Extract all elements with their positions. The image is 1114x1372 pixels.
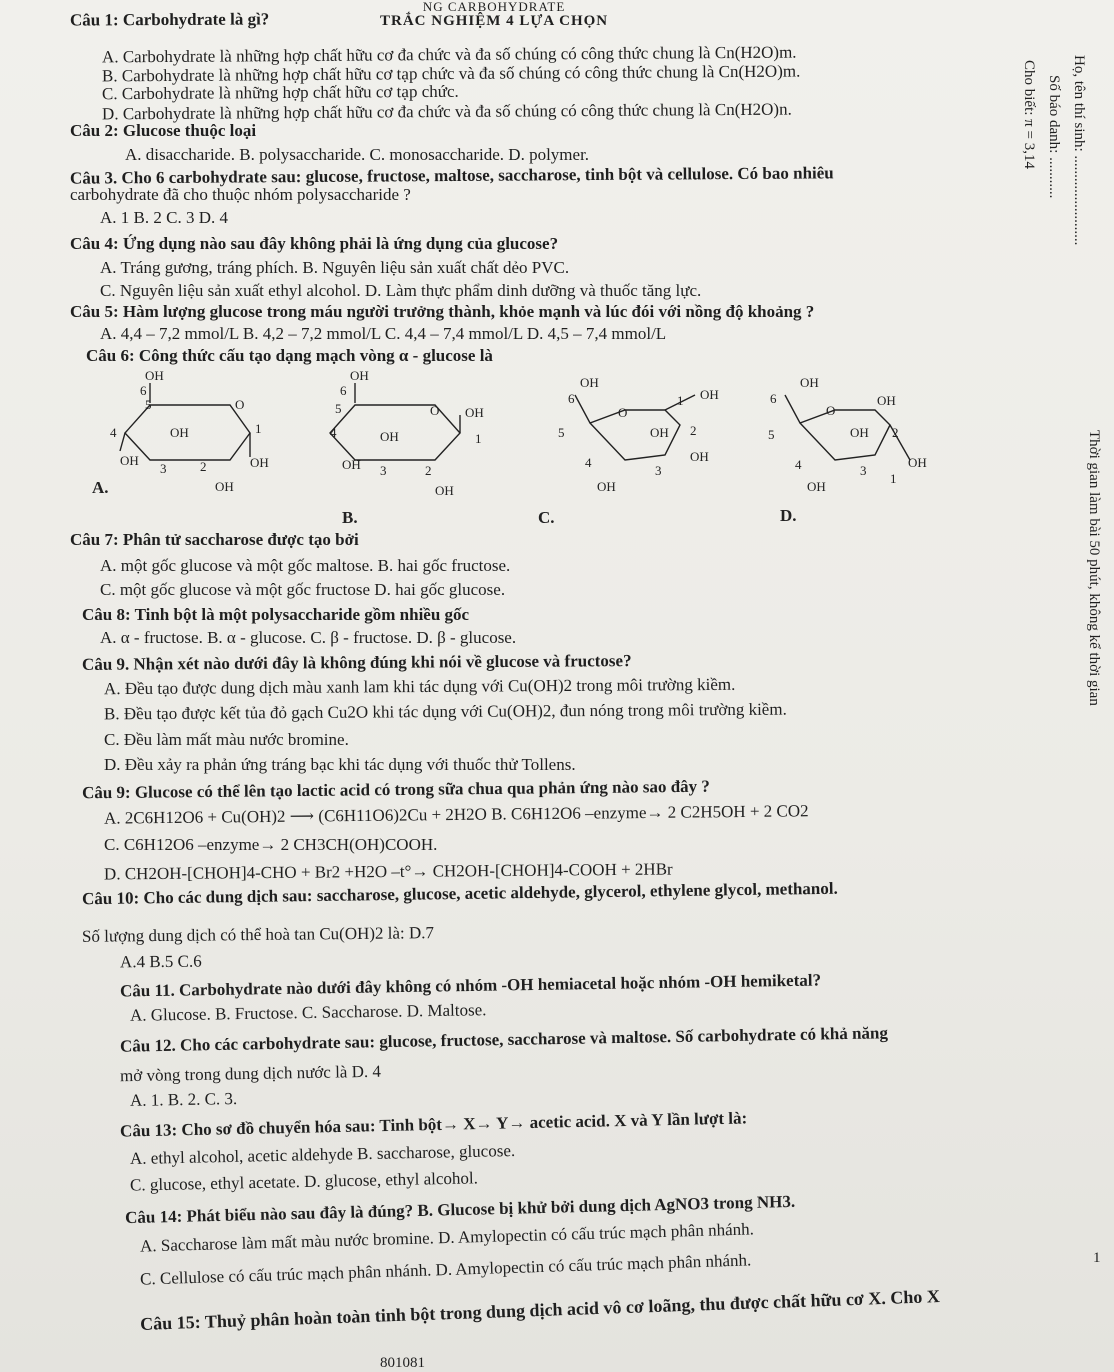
option-line: A. 2C6H12O6 + Cu(OH)2 ⟶ (C6H11O6)2Cu + 2H2O B. C6H12O6 –enzyme→ 2 C2H5OH + 2 CO2 xyxy=(103,801,809,828)
svg-text:3: 3 xyxy=(380,463,387,478)
option-line: C. Cellulose có cấu trúc mạch phân nhánh. D. Amylopectin có cấu trúc mạch phân nhánh. xyxy=(139,1250,752,1289)
svg-text:OH: OH xyxy=(580,375,599,390)
svg-text:2: 2 xyxy=(690,423,697,438)
exam-code: 801081 xyxy=(380,1355,425,1371)
svg-text:6: 6 xyxy=(340,383,347,398)
option-line: A. Đều tạo được dung dịch màu xanh lam khi tác dụng với Cu(OH)2 trong môi trường kiềm. xyxy=(103,674,736,699)
svg-text:2: 2 xyxy=(892,425,899,440)
glucose-structures xyxy=(80,365,980,530)
svg-text:OH: OH xyxy=(380,429,399,444)
given-constants-label: Cho biết: π = 3,14 xyxy=(1021,60,1037,169)
option-line: A. một gốc glucose và một gốc maltose. B. hai gốc fructose. xyxy=(100,556,511,575)
svg-text:4: 4 xyxy=(330,425,337,440)
option-line: C. Nguyên liệu sản xuất ethyl alcohol. D. Làm thực phẩm dinh dưỡng và thuốc tăng lực. xyxy=(100,281,702,300)
svg-text:OH: OH xyxy=(650,425,669,440)
option-line: A. 1. B. 2. C. 3. xyxy=(129,1089,238,1110)
option-line: A. Tráng gương, tráng phích. B. Nguyên liệu sản xuất chất dẻo PVC. xyxy=(100,258,570,277)
svg-text:O: O xyxy=(430,403,440,418)
svg-text:4: 4 xyxy=(795,457,802,472)
svg-text:1: 1 xyxy=(475,431,482,446)
svg-text:O: O xyxy=(826,403,836,418)
option-line: A. α - fructose. B. α - glucose. C. β - fructose. D. β - glucose. xyxy=(100,628,517,647)
svg-text:5: 5 xyxy=(558,425,565,440)
question-7: Câu 7: Phân tử saccharose được tạo bởi xyxy=(70,530,359,549)
option-line: C. Đều làm mất màu nước bromine. xyxy=(104,730,349,749)
svg-text:O: O xyxy=(618,405,628,420)
question-15: Câu 15: Thuỷ phân hoàn toàn tinh bột trong dung dịch acid vô cơ loãng, thu được chất hữu cơ X. Cho X xyxy=(139,1286,941,1334)
question-12-cont: mở vòng trong dung dịch nước là D. 4 xyxy=(119,1061,382,1086)
svg-text:3: 3 xyxy=(160,461,167,476)
student-id-label: Số báo danh: ........... xyxy=(1046,75,1062,199)
question-14: Câu 14: Phát biểu nào sau đây là đúng? B. Glucose bị khử bởi dung dịch AgNO3 trong NH3. xyxy=(124,1191,796,1228)
question-3-cont: carbohydrate đã cho thuộc nhóm polysaccharide ? xyxy=(70,185,411,204)
svg-text:5: 5 xyxy=(768,427,775,442)
svg-text:6: 6 xyxy=(568,391,575,406)
option-line: D. Đều xảy ra phản ứng tráng bạc khi tác dụng với thuốc thử Tollens. xyxy=(104,755,576,774)
question-10: Câu 10: Cho các dung dịch sau: saccharose, glucose, acetic aldehyde, glycerol, ethylene glycol, methanol. xyxy=(81,878,838,909)
question-9: Câu 9. Nhận xét nào dưới đây là không đúng khi nói về glucose và fructose? xyxy=(81,651,632,674)
exam-time-label: Thời gian làm bài 50 phút, không kể thời gian xyxy=(1086,430,1102,706)
svg-text:2: 2 xyxy=(200,459,207,474)
svg-text:OH: OH xyxy=(342,457,361,472)
svg-text:OH: OH xyxy=(597,479,616,494)
svg-text:1: 1 xyxy=(255,421,262,436)
svg-text:OH: OH xyxy=(807,479,826,494)
svg-text:OH: OH xyxy=(350,368,369,383)
option-line: A. Glucose. B. Fructose. C. Saccharose. D. Maltose. xyxy=(129,1000,487,1025)
option-line: B. Đều tạo được kết tủa đỏ gạch Cu2O khi tác dụng với Cu(OH)2, đun nóng trong môi trường kiềm. xyxy=(103,699,787,724)
option-line: A. ethyl alcohol, acetic aldehyde B. saccharose, glucose. xyxy=(129,1140,516,1169)
exam-header xyxy=(380,0,608,28)
svg-text:5: 5 xyxy=(335,401,342,416)
option-line: C. một gốc glucose và một gốc fructose D. hai gốc glucose. xyxy=(100,580,506,599)
question-2: Câu 2: Glucose thuộc loại xyxy=(70,121,257,140)
option-line: C. C6H12O6 –enzyme→ 2 CH3CH(OH)COOH. xyxy=(104,835,438,854)
option-line: A. 4,4 – 7,2 mmol/L B. 4,2 – 7,2 mmol/L C. 4,4 – 7,4 mmol/L D. 4,5 – 7,4 mmol/L xyxy=(100,324,667,343)
svg-text:OH: OH xyxy=(690,449,709,464)
option-line: A. Saccharose làm mất màu nước bromine. D. Amylopectin có cấu trúc mạch phân nhánh. xyxy=(139,1219,755,1256)
svg-text:OH: OH xyxy=(465,405,484,420)
question-5: Câu 5: Hàm lượng glucose trong máu người trưởng thành, khỏe mạnh và lúc đói với nồng độ khoảng ? xyxy=(70,302,815,321)
option-line: B. Carbohydrate là những hợp chất hữu cơ tạp chức và đa số chúng có công thức chung là Cn(H2O)m. xyxy=(101,61,801,86)
header-line-1: NG CARBOHYDRATE xyxy=(422,0,566,14)
svg-text:2: 2 xyxy=(425,463,432,478)
option-line: A. disaccharide. B. polysaccharide. C. monosaccharide. D. polymer. xyxy=(125,145,590,164)
svg-text:O: O xyxy=(235,397,245,412)
svg-text:OH: OH xyxy=(908,455,927,470)
page-number: 1 xyxy=(1093,1250,1101,1266)
svg-text:5: 5 xyxy=(145,397,152,412)
option-line: C. Carbohydrate là những hợp chất hữu cơ tạp chức. xyxy=(101,81,459,104)
question-1: Câu 1: Carbohydrate là gì? xyxy=(69,9,270,30)
option-line: C. glucose, ethyl acetate. D. glucose, ethyl alcohol. xyxy=(129,1168,479,1195)
svg-text:OH: OH xyxy=(145,368,164,383)
option-line: A. 1 B. 2 C. 3 D. 4 xyxy=(100,208,228,227)
question-11: Câu 11. Carbohydrate nào dưới đây không có nhóm -OH hemiacetal hoặc nhóm -OH hemiketal? xyxy=(119,970,822,1001)
svg-text:OH: OH xyxy=(215,479,234,494)
question-3: Câu 3. Cho 6 carbohydrate sau: glucose, fructose, maltose, saccharose, tinh bột và cellulose. Có bao nhiêu xyxy=(69,163,834,188)
svg-text:OH: OH xyxy=(700,387,719,402)
option-line: A. Carbohydrate là những hợp chất hữu cơ đa chức và đa số chúng có công thức chung là Cn(H2O)m. xyxy=(101,42,797,67)
structure-b xyxy=(330,383,460,460)
svg-text:3: 3 xyxy=(655,463,662,478)
question-12: Câu 12. Cho các carbohydrate sau: glucose, fructose, saccharose và maltose. Số carbohydrate có khả năng xyxy=(119,1023,889,1056)
structure-c-label: C. xyxy=(538,508,555,527)
svg-text:OH: OH xyxy=(800,375,819,390)
svg-text:3: 3 xyxy=(860,463,867,478)
question-9b: Câu 9: Glucose có thể lên tạo lactic acid có trong sữa chua qua phản ứng nào sao đây ? xyxy=(81,776,710,803)
structure-d-label: D. xyxy=(780,506,797,525)
question-8: Câu 8: Tinh bột là một polysaccharide gồm nhiều gốc xyxy=(82,605,470,624)
option-line: D. Carbohydrate là những hợp chất hữu cơ đa chức và đa số chúng có công thức chung là Cn(H2O)n. xyxy=(101,99,792,124)
question-6: Câu 6: Công thức cấu tạo dạng mạch vòng α - glucose là xyxy=(86,346,493,365)
svg-text:OH: OH xyxy=(250,455,269,470)
structure-a-label: A. xyxy=(92,478,109,497)
question-4: Câu 4: Ứng dụng nào sau đây không phải là ứng dụng của glucose? xyxy=(70,234,559,253)
svg-text:OH: OH xyxy=(435,483,454,498)
option-line: D. CH2OH-[CHOH]4-CHO + Br2 +H2O –t°→ CH2OH-[CHOH]4-COOH + 2HBr xyxy=(103,859,673,884)
svg-text:OH: OH xyxy=(170,425,189,440)
svg-text:1: 1 xyxy=(890,471,897,486)
structure-b-label: B. xyxy=(342,508,358,527)
svg-text:4: 4 xyxy=(585,455,592,470)
option-line: A.4 B.5 C.6 xyxy=(119,951,202,972)
svg-text:1: 1 xyxy=(677,393,684,408)
svg-text:OH: OH xyxy=(877,393,896,408)
student-name-label: Họ, tên thí sinh: ........................ xyxy=(1071,55,1087,246)
header-title: TRẮC NGHIỆM 4 LỰA CHỌN xyxy=(380,13,609,29)
svg-text:6: 6 xyxy=(770,391,777,406)
svg-text:OH: OH xyxy=(120,453,139,468)
question-13: Câu 13: Cho sơ đồ chuyển hóa sau: Tinh bột→ X→ Y→ acetic acid. X và Y lần lượt là: xyxy=(119,1108,748,1141)
svg-text:OH: OH xyxy=(850,425,869,440)
question-10-cont: Số lượng dung dịch có thể hoà tan Cu(OH)2 là: D.7 xyxy=(81,923,435,946)
svg-text:4: 4 xyxy=(110,425,117,440)
svg-text:6: 6 xyxy=(140,383,147,398)
